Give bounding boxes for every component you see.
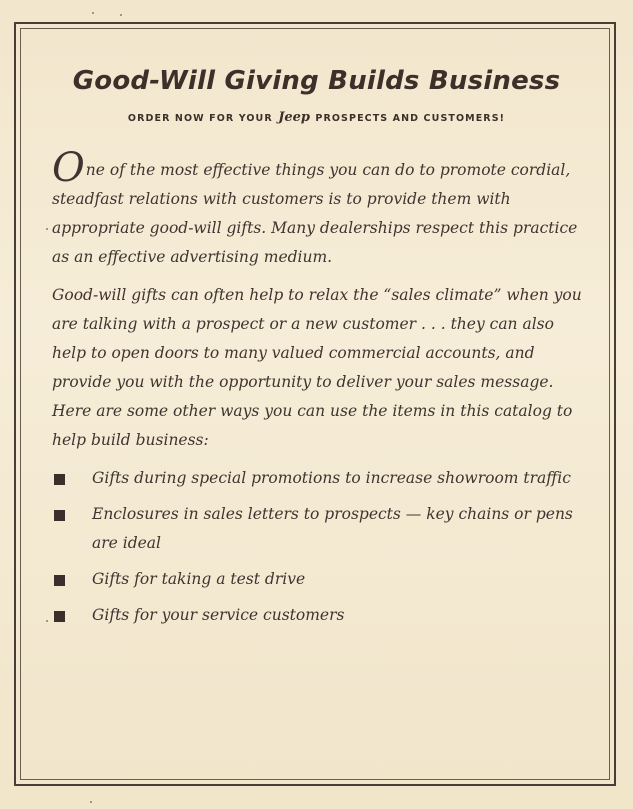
list-item-text: Enclosures in sales letters to prospects — key chains or pens are ideal (92, 505, 573, 552)
page-title: Good-Will Giving Builds Business (72, 66, 561, 96)
brand-name: Jeep (278, 110, 310, 125)
bullet-list (52, 464, 582, 630)
print-speck (46, 620, 48, 622)
list-item-text: Gifts for taking a test drive (92, 570, 306, 588)
square-bullet-icon (54, 611, 65, 622)
list-item (52, 500, 582, 558)
list-item (52, 601, 582, 630)
print-speck (46, 228, 48, 230)
list-item (52, 464, 582, 493)
list-item-text: Gifts during special promotions to increase showroom traffic (92, 469, 571, 487)
list-item (52, 565, 582, 594)
drop-cap: O (52, 145, 85, 191)
print-speck (120, 14, 122, 16)
body-text (52, 145, 582, 637)
print-speck (92, 12, 94, 14)
square-bullet-icon (54, 510, 65, 521)
paragraph-intro (52, 145, 582, 272)
print-speck (90, 801, 92, 803)
page-subtitle (0, 110, 633, 125)
list-item-text: Gifts for your service customers (92, 606, 345, 624)
paragraph-benefits: Good-will gifts can often help to relax the “sales climate” when you are talking with a prospect or a new customer . . . they can also help to open doors to many valued commercial accounts, and provide you with the opportunity to deliver your sales message. Here are some other ways you can use the items in this catalog to help build business: (52, 286, 582, 449)
square-bullet-icon (54, 474, 65, 485)
subtitle-prefix: ORDER NOW FOR YOUR (127, 113, 273, 124)
square-bullet-icon (54, 575, 65, 586)
subtitle-suffix: PROSPECTS AND CUSTOMERS! (315, 113, 506, 124)
paragraph-intro-text: ne of the most effective things you can do to promote cordial, steadfast relations with customers is to provide them with appropriate good-will gifts. Many dealerships respect this practice as an effective advertising medium. (52, 161, 578, 266)
